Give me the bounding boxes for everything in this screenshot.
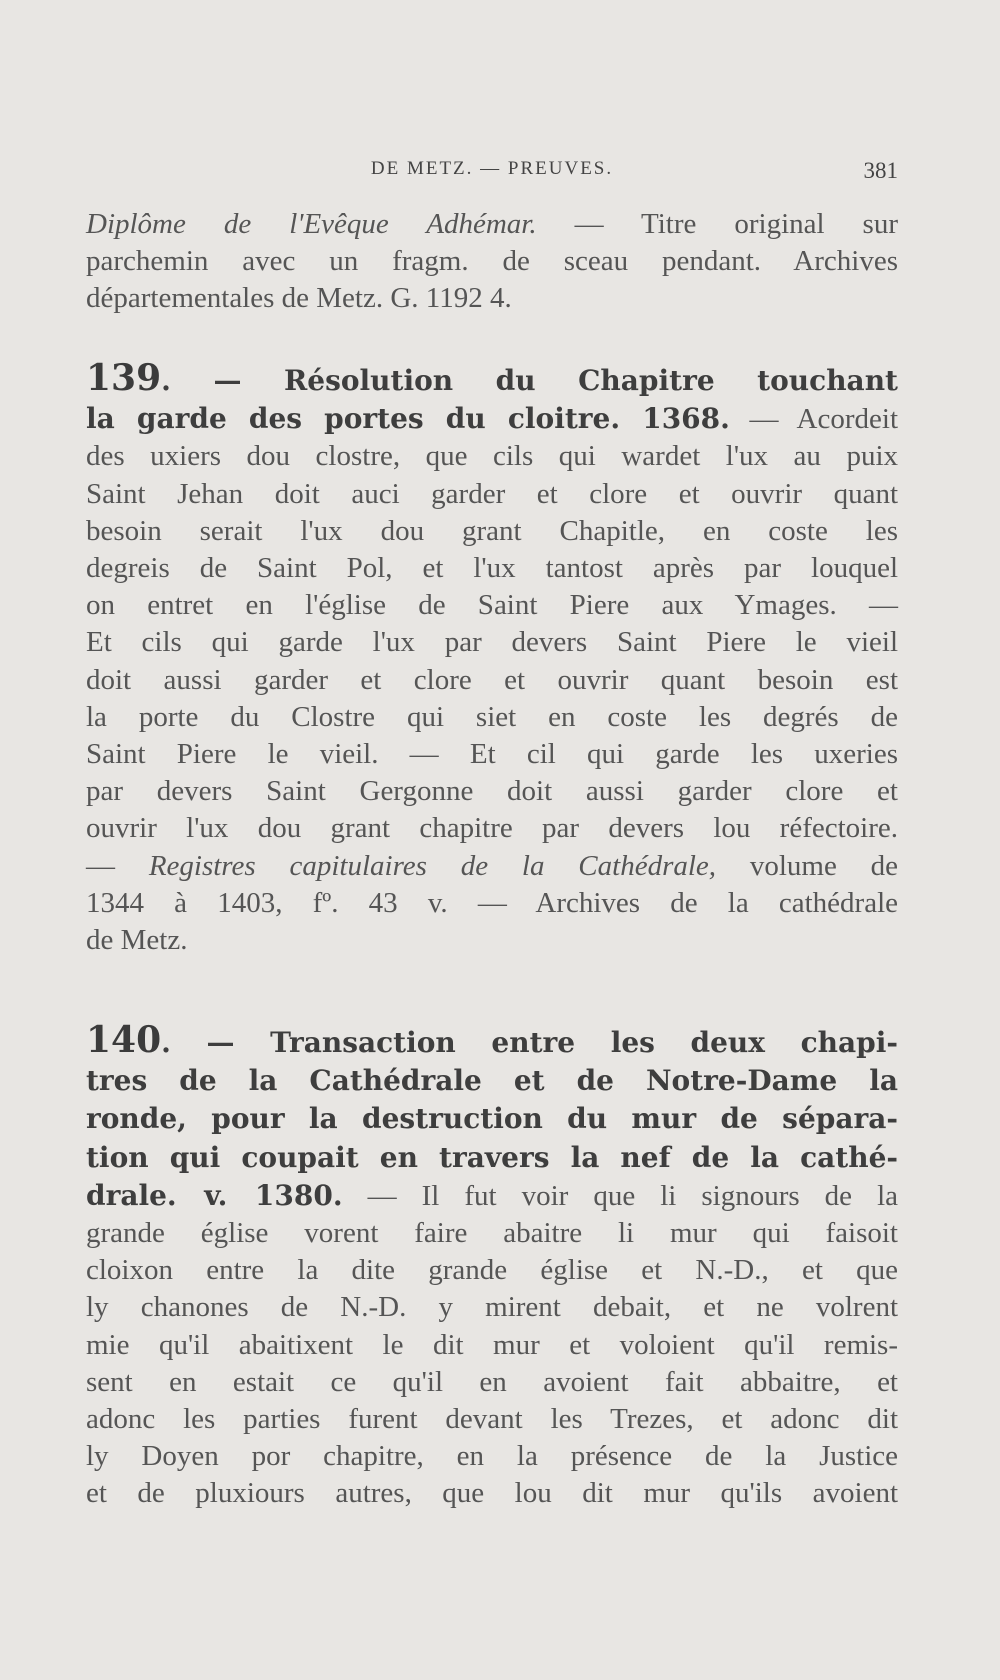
text-line: Saint Jehan doit auci garder et clore et ouvrir quant (86, 477, 898, 510)
text-line: Et cils qui garde l'ux par devers Saint Piere le vieil (86, 626, 898, 659)
running-title: DE METZ. — PREUVES. (370, 158, 614, 179)
text-line: ly Doyen por chapitre, en la présence de la Justice (86, 1440, 898, 1473)
entry-heading-line (86, 1139, 898, 1177)
text-line: adonc les parties furent devant les Trezes, et adonc dit (86, 1403, 898, 1436)
reference-line (86, 848, 898, 885)
text-line: ouvrir l'ux dou grant chapitre par devers lou réfectoire. (86, 812, 898, 845)
text-line: et de pluxiours autres, que lou dit mur qu'ils avoient (86, 1477, 898, 1510)
text-line (86, 206, 898, 243)
text-line: besoin serait l'ux dou grant Chapitle, en coste les (86, 514, 898, 547)
line-text: — Acordeit (729, 403, 899, 436)
entry-heading: . — Résolution du Chapitre touchant (161, 364, 898, 397)
intro-paragraph (86, 206, 898, 318)
dash: — (86, 849, 149, 882)
text-line: degreis de Saint Pol, et l'ux tantost après par louquel (86, 552, 898, 585)
entry-heading-line (86, 1019, 898, 1062)
italic-reference: Registres capitulaires de la Cathédrale, (148, 849, 717, 882)
italic-title: Diplôme de l'Evêque Adhémar. (86, 208, 537, 240)
entry-heading: drale. v. 1380. (86, 1178, 343, 1212)
text-line: la porte du Clostre qui siet en coste les degrés de (86, 700, 898, 733)
entry-heading-line (86, 1062, 898, 1100)
entry-heading-line (86, 1100, 898, 1138)
line-text: — Titre original sur (536, 208, 898, 240)
page-number: 381 (863, 158, 898, 183)
entry-heading: tion qui coupait en travers la nef de la cathé- (86, 1140, 898, 1174)
entry-number: 139 (86, 357, 162, 399)
entry-heading: . — Transaction entre les deux chapi- (161, 1026, 898, 1059)
text-line: on entret en l'église de Saint Piere aux Ymages. — (86, 589, 898, 622)
text-line: Saint Piere le vieil. — Et cil qui garde les uxeries (86, 738, 898, 771)
page-header (86, 158, 898, 188)
entry-139 (86, 357, 899, 959)
text-line: parchemin avec un fragm. de sceau pendant. Archives (86, 245, 898, 278)
text-line: ly chanones de N.-D. y mirent debait, et ne volrent (86, 1291, 898, 1324)
text-line: des uxiers dou clostre, que cils qui wardet l'ux au puix (86, 440, 898, 473)
line-text: volume de (716, 849, 899, 882)
text-line: départementales de Metz. G. 1192 4. (86, 282, 512, 315)
text-line: de Metz. (86, 924, 188, 957)
text-line: doit aussi garder et clore et ouvrir quant besoin est (86, 663, 898, 696)
text-line: cloixon entre la dite grande église et N.-D., et que (86, 1254, 898, 1287)
text-line: 1344 à 1403, fº. 43 v. — Archives de la cathédrale (86, 886, 898, 919)
entry-number: 140 (86, 1019, 162, 1061)
entry-heading-line (86, 400, 898, 438)
text-line: par devers Saint Gergonne doit aussi garder clore et (86, 775, 898, 808)
entry-heading-line (86, 357, 898, 400)
entry-heading: tres de la Cathédrale et de Notre-Dame la (86, 1064, 898, 1098)
text-line: mie qu'il abaitixent le dit mur et voloient qu'il remis- (86, 1328, 898, 1361)
entry-140 (86, 1019, 899, 1513)
entry-heading: ronde, pour la destruction du mur de sépara- (86, 1102, 898, 1136)
text-line: grande église vorent faire abaitre li mur qui faisoit (86, 1217, 898, 1250)
entry-heading: la garde des portes du cloitre. 1368. (86, 402, 730, 436)
entry-heading-line (86, 1177, 898, 1215)
line-text: — Il fut voir que li signours de la (342, 1179, 899, 1212)
text-line: sent en estait ce qu'il en avoient fait abbaitre, et (86, 1365, 898, 1398)
